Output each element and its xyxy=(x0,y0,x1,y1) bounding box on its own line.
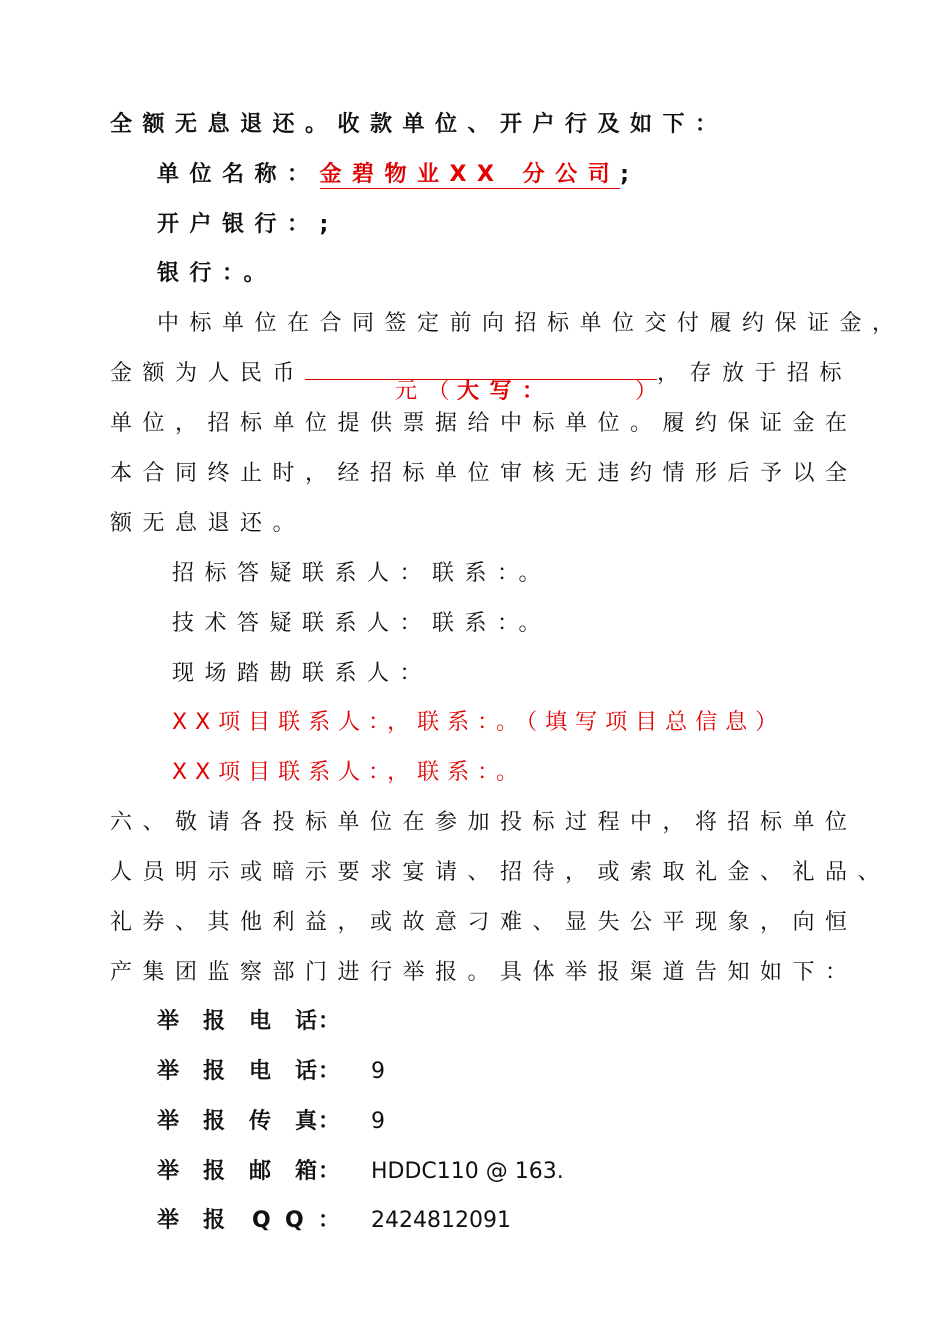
paragraph-line: 中标单位在合同签定前向招标单位交付履约保证金， xyxy=(157,311,905,336)
project-contact-line: XX项目联系人：，联系：。（填写项目总信息） xyxy=(172,710,786,735)
report-row: 举 报 电 话 ： xyxy=(157,1009,341,1034)
contact-line: 招标答疑联系人：联系：。 xyxy=(172,561,552,586)
paragraph-line: 人员明示或暗示要求宴请、招待，或索取礼金、礼品、 xyxy=(110,860,891,885)
contact-line: 技术答疑联系人：联系：。 xyxy=(172,611,552,636)
bank-row: 银行：。 xyxy=(157,261,277,286)
amount-label: 金额为人民币 xyxy=(110,361,306,386)
unit-name-end: ; xyxy=(620,162,640,187)
project-contact-line: XX项目联系人：，联系：。 xyxy=(172,760,527,785)
unit-name-value: 金碧物业XX 分公司 xyxy=(319,162,621,187)
report-value: 2424812091 xyxy=(371,1208,511,1233)
report-value: 9 xyxy=(371,1109,385,1134)
report-value: HDDC110 @ 163. xyxy=(371,1159,564,1184)
paragraph-line: 礼券、其他利益，或故意刁难、显失公平现象，向恒 xyxy=(110,910,858,935)
contact-line: 现场踏勘联系人： xyxy=(172,661,433,686)
report-row: 举 报 Q Q ： 2424812091 xyxy=(0,1206,950,1236)
bank-account-row: 开户银行：; xyxy=(157,212,339,237)
paragraph-line: 额无息退还。 xyxy=(110,511,306,536)
report-value: 9 xyxy=(371,1059,385,1084)
report-row: 举 报 电 话 ： 9 xyxy=(0,1057,950,1087)
unit-name-label: 单位名称： xyxy=(157,162,320,187)
report-row: 举 报 传 真 ： 9 xyxy=(0,1107,950,1137)
amount-blank: 元（ 大写： ） xyxy=(305,378,657,380)
paragraph-line: 单位，招标单位提供票据给中标单位。履约保证金在 xyxy=(110,411,858,436)
report-row: 举 报 邮 箱 ： HDDC110 @ 163. xyxy=(0,1157,950,1187)
unit-name-row xyxy=(157,160,950,190)
amount-row xyxy=(110,359,950,404)
amount-tail: ，存放于招标 xyxy=(657,361,853,386)
paragraph-line: 六、敬请各投标单位在参加投标过程中，将招标单位 xyxy=(110,810,858,835)
paragraph-line: 本合同终止时，经招标单位审核无违约情形后予以全 xyxy=(110,461,858,486)
paragraph-line: 产集团监察部门进行举报。具体举报渠道告知如下： xyxy=(110,960,858,985)
refund-heading: 全额无息退还。收款单位、开户行及如下： xyxy=(110,112,728,137)
